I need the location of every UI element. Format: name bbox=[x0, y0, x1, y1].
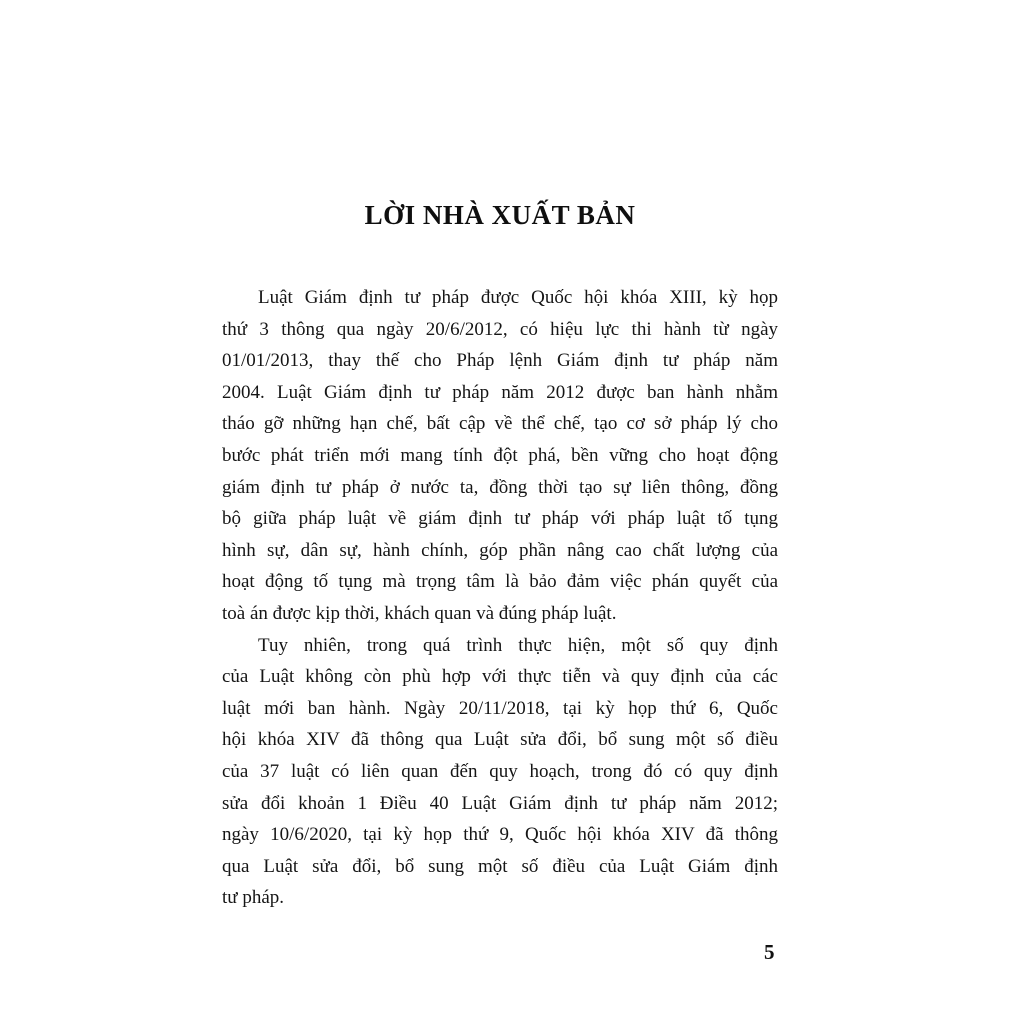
body-text bbox=[222, 282, 778, 914]
text-line: hoạt động tố tụng mà trọng tâm là bảo đảm việc phán quyết của bbox=[222, 571, 778, 593]
text-line: hội khóa XIV đã thông qua Luật sửa đổi, bổ sung một số điều bbox=[222, 729, 778, 751]
text-line: sửa đổi khoản 1 Điều 40 Luật Giám định tư pháp năm 2012; bbox=[222, 792, 778, 814]
text-line: của 37 luật có liên quan đến quy hoạch, trong đó có quy định bbox=[222, 760, 778, 782]
text-line: tháo gỡ những hạn chế, bất cập về thể chế, tạo cơ sở pháp lý cho bbox=[222, 413, 778, 435]
text-line: 01/01/2013, thay thế cho Pháp lệnh Giám định tư pháp năm bbox=[222, 350, 778, 372]
text-line: Luật Giám định tư pháp được Quốc hội khóa XIII, kỳ họp bbox=[258, 287, 778, 308]
text-line: 2004. Luật Giám định tư pháp năm 2012 được ban hành nhằm bbox=[222, 381, 778, 403]
text-line: của Luật không còn phù hợp với thực tiễn và quy định của các bbox=[222, 666, 778, 688]
text-line: luật mới ban hành. Ngày 20/11/2018, tại kỳ họp thứ 6, Quốc bbox=[222, 697, 778, 719]
text-line: bộ giữa pháp luật về giám định tư pháp với pháp luật tố tụng bbox=[222, 508, 778, 530]
page-number: 5 bbox=[764, 940, 775, 964]
text-line: thứ 3 thông qua ngày 20/6/2012, có hiệu lực thi hành từ ngày bbox=[222, 318, 778, 340]
page-title: LỜI NHÀ XUẤT BẢN bbox=[364, 200, 636, 230]
paragraph-2 bbox=[222, 630, 778, 914]
text-line: tư pháp. bbox=[222, 887, 285, 909]
text-line: hình sự, dân sự, hành chính, góp phần nâng cao chất lượng của bbox=[222, 539, 778, 561]
text-line: Tuy nhiên, trong quá trình thực hiện, một số quy định bbox=[258, 634, 778, 656]
text-line: qua Luật sửa đổi, bổ sung một số điều của Luật Giám định bbox=[222, 855, 778, 877]
text-line: ngày 10/6/2020, tại kỳ họp thứ 9, Quốc hội khóa XIV đã thông bbox=[222, 824, 778, 846]
text-line: giám định tư pháp ở nước ta, đồng thời tạo sự liên thông, đồng bbox=[222, 476, 778, 498]
text-line: toà án được kịp thời, khách quan và đúng pháp luật. bbox=[222, 602, 617, 624]
paragraph-1 bbox=[222, 282, 778, 630]
text-line: bước phát triển mới mang tính đột phá, bền vững cho hoạt động bbox=[222, 444, 778, 466]
